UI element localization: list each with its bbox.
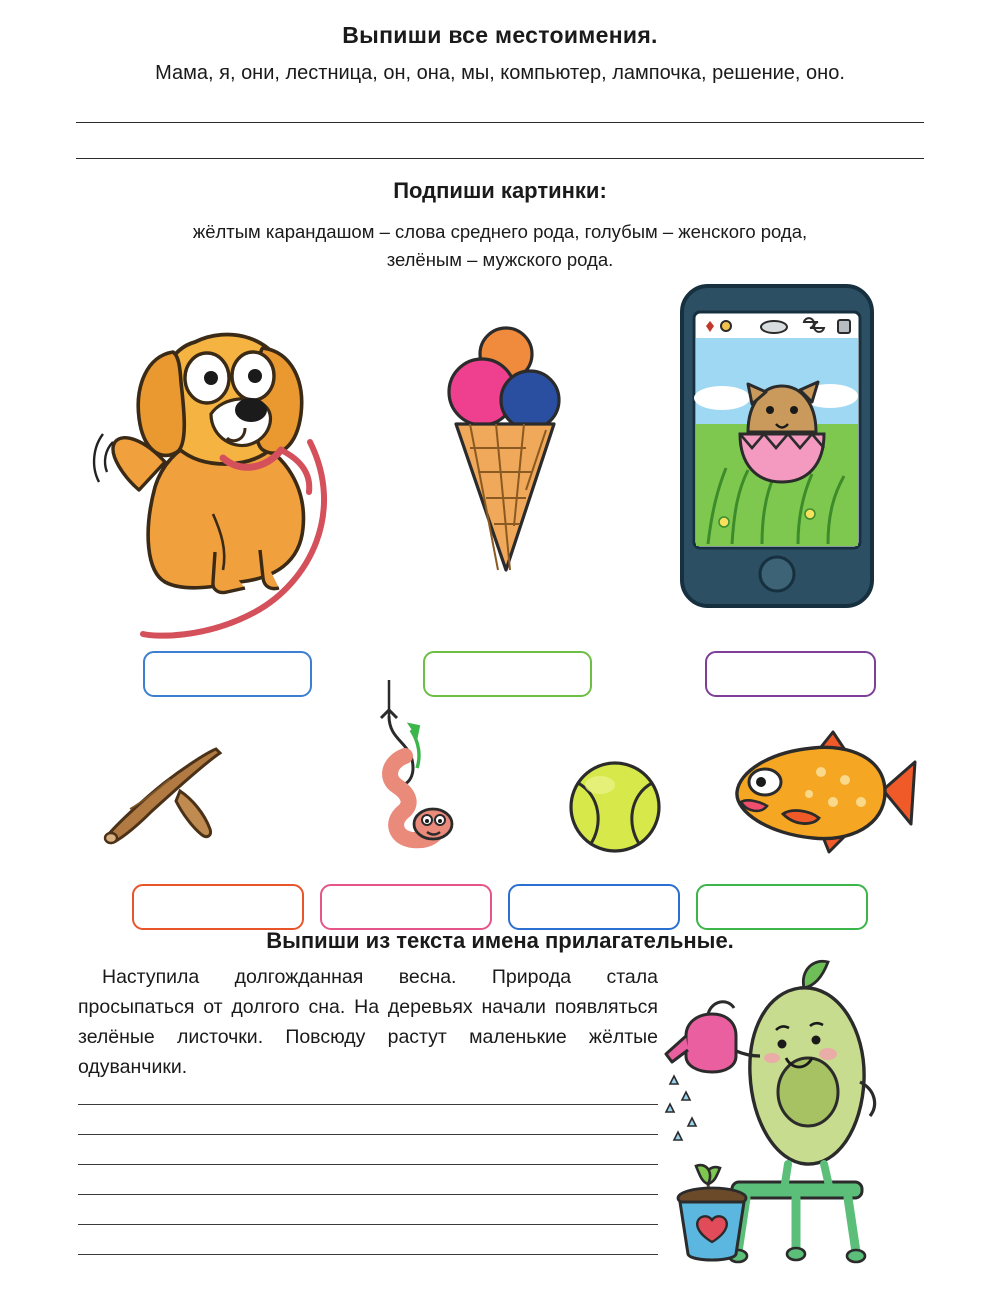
task2-subtitle (0, 218, 1000, 274)
picture-dog (95, 282, 370, 657)
task3-writing-line-4 (78, 1194, 658, 1195)
task1-title: Выпиши все местоимения. (342, 22, 658, 48)
task2-subtitle-line1: жёлтым карандашом – слова среднего рода, голубым – женского рода, (192, 221, 808, 242)
picture-fish (725, 728, 920, 863)
task3-writing-line-1 (78, 1104, 658, 1105)
answer-box-stick[interactable] (132, 884, 304, 930)
task1-word-list: Мама, я, они, лестница, он, она, мы, компьютер, лампочка, решение, оно. (155, 62, 845, 84)
task2-title: Подпиши картинки: (393, 178, 607, 203)
task2-subtitle-line2: зелёным – мужского рода. (386, 249, 614, 270)
answer-box-dog[interactable] (143, 651, 312, 697)
task3-title: Выпиши из текста имена прилагательные. (266, 928, 734, 953)
picture-stick (100, 745, 235, 855)
illustration-avocado-watering-plant (672, 952, 917, 1277)
task1-answer-line-2 (76, 158, 924, 159)
picture-tennis-ball (560, 755, 670, 860)
task3-writing-line-5 (78, 1224, 658, 1225)
picture-worm-on-hook (355, 680, 475, 860)
answer-box-fish[interactable] (696, 884, 868, 930)
task3-writing-line-6 (78, 1254, 658, 1255)
task3-passage: Наступила долгожданная весна. Природа стала просыпаться от долгого сна. На деревьях начали появляться зелёные листочки. Повсюду растут маленькие жёлтые одуванчики. (78, 966, 658, 1078)
task3-writing-line-3 (78, 1164, 658, 1165)
answer-box-tennis-ball[interactable] (508, 884, 680, 930)
picture-ice-cream (440, 320, 570, 620)
task1-answer-line-1 (76, 122, 924, 123)
picture-smartphone (678, 282, 878, 612)
answer-box-worm[interactable] (320, 884, 492, 930)
answer-box-smartphone[interactable] (705, 651, 876, 697)
task3-writing-line-2 (78, 1134, 658, 1135)
